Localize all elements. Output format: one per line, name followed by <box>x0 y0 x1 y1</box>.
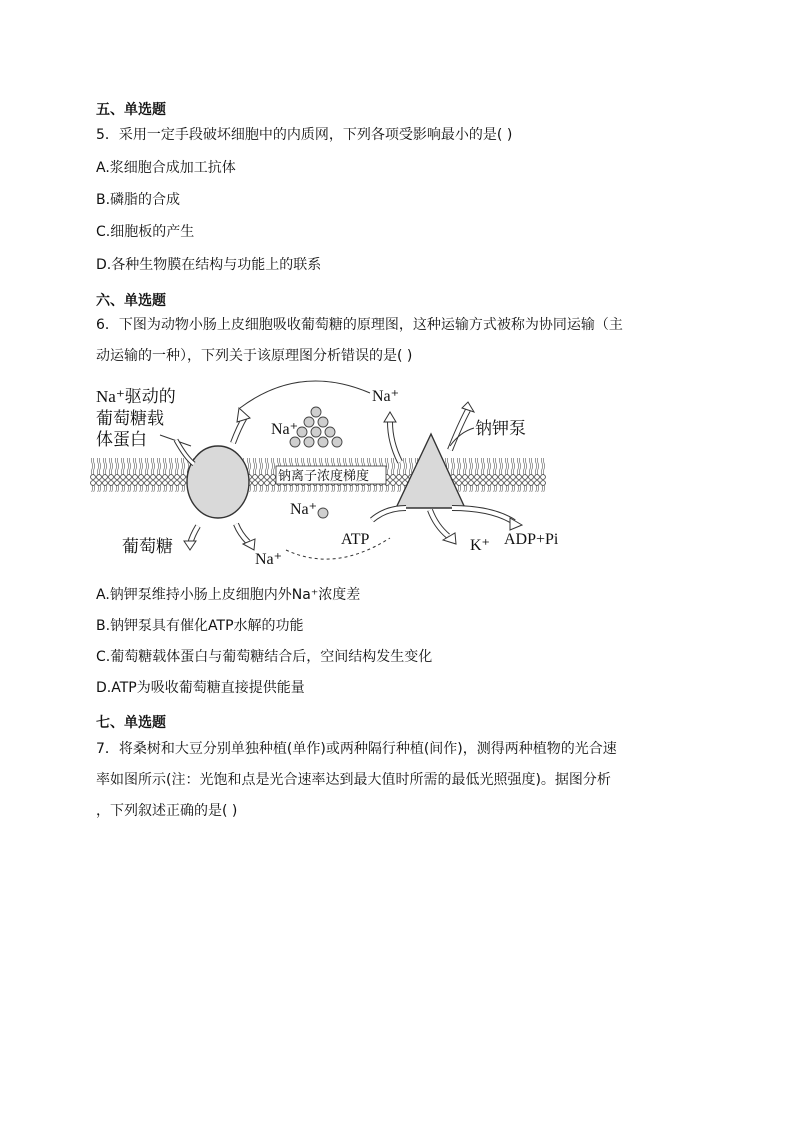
adp-label: ADP+Pi <box>504 531 559 548</box>
na-top-label: Na⁺ <box>372 388 400 405</box>
question-6-stem-line1: 6．下图为动物小肠上皮细胞吸收葡萄糖的原理图，这种运输方式被称为协同运输（主 <box>96 317 623 333</box>
question-5-option-c[interactable]: C.细胞板的产生 <box>96 224 195 240</box>
na-bottom-label: Na⁺ <box>255 551 283 568</box>
sodium-ion-single <box>318 508 328 518</box>
question-5-option-a[interactable]: A.浆细胞合成加工抗体 <box>96 160 236 176</box>
question-5-option-b[interactable]: B.磷脂的合成 <box>96 192 181 208</box>
question-7-stem-line3: ，下列叙述正确的是( ) <box>96 803 238 819</box>
carrier-label-line3: 体蛋白 <box>96 430 147 450</box>
carrier-label-line1: Na⁺驱动的 <box>96 387 176 406</box>
carrier-protein-ellipse <box>187 446 249 518</box>
question-6-stem-line2: 动运输的一种），下列关于该原理图分析错误的是( ) <box>96 348 413 364</box>
k-label: K⁺ <box>470 537 490 554</box>
question-6-option-c[interactable]: C.葡萄糖载体蛋白与葡萄糖结合后，空间结构发生变化 <box>96 649 433 665</box>
glucose-label: 葡萄糖 <box>122 537 173 557</box>
section-5-heading: 五、单选题 <box>96 102 166 118</box>
atp-label: ATP <box>341 531 370 548</box>
question-6-option-a[interactable]: A.钠钾泵维持小肠上皮细胞内外Na⁺浓度差 <box>96 587 361 603</box>
question-6-option-b[interactable]: B.钠钾泵具有催化ATP水解的功能 <box>96 618 304 634</box>
carrier-label-line2: 葡萄糖载 <box>96 409 164 429</box>
question-5-stem: 5．采用一定手段破坏细胞中的内质网，下列各项受影响最小的是( ) <box>96 127 513 143</box>
pump-label: 钠钾泵 <box>475 419 526 439</box>
question-5-option-d[interactable]: D.各种生物膜在结构与功能上的联系 <box>96 257 322 273</box>
glucose-transport-diagram <box>90 378 560 568</box>
na-low-label: Na⁺ <box>290 501 318 518</box>
na-inside-label: Na⁺ <box>271 421 299 438</box>
gradient-label: 钠离子浓度梯度 <box>278 469 370 484</box>
question-6-option-d[interactable]: D.ATP为吸收葡萄糖直接提供能量 <box>96 680 305 696</box>
section-7-heading: 七、单选题 <box>96 715 166 731</box>
question-7-stem-line2: 率如图所示(注：光饱和点是光合速率达到最大值时所需的最低光照强度)。据图分析 <box>96 772 611 788</box>
section-6-heading: 六、单选题 <box>96 293 166 309</box>
question-7-stem-line1: 7．将桑树和大豆分别单独种植(单作)或两种隔行种植(间作)，测得两种植物的光合速 <box>96 741 617 757</box>
